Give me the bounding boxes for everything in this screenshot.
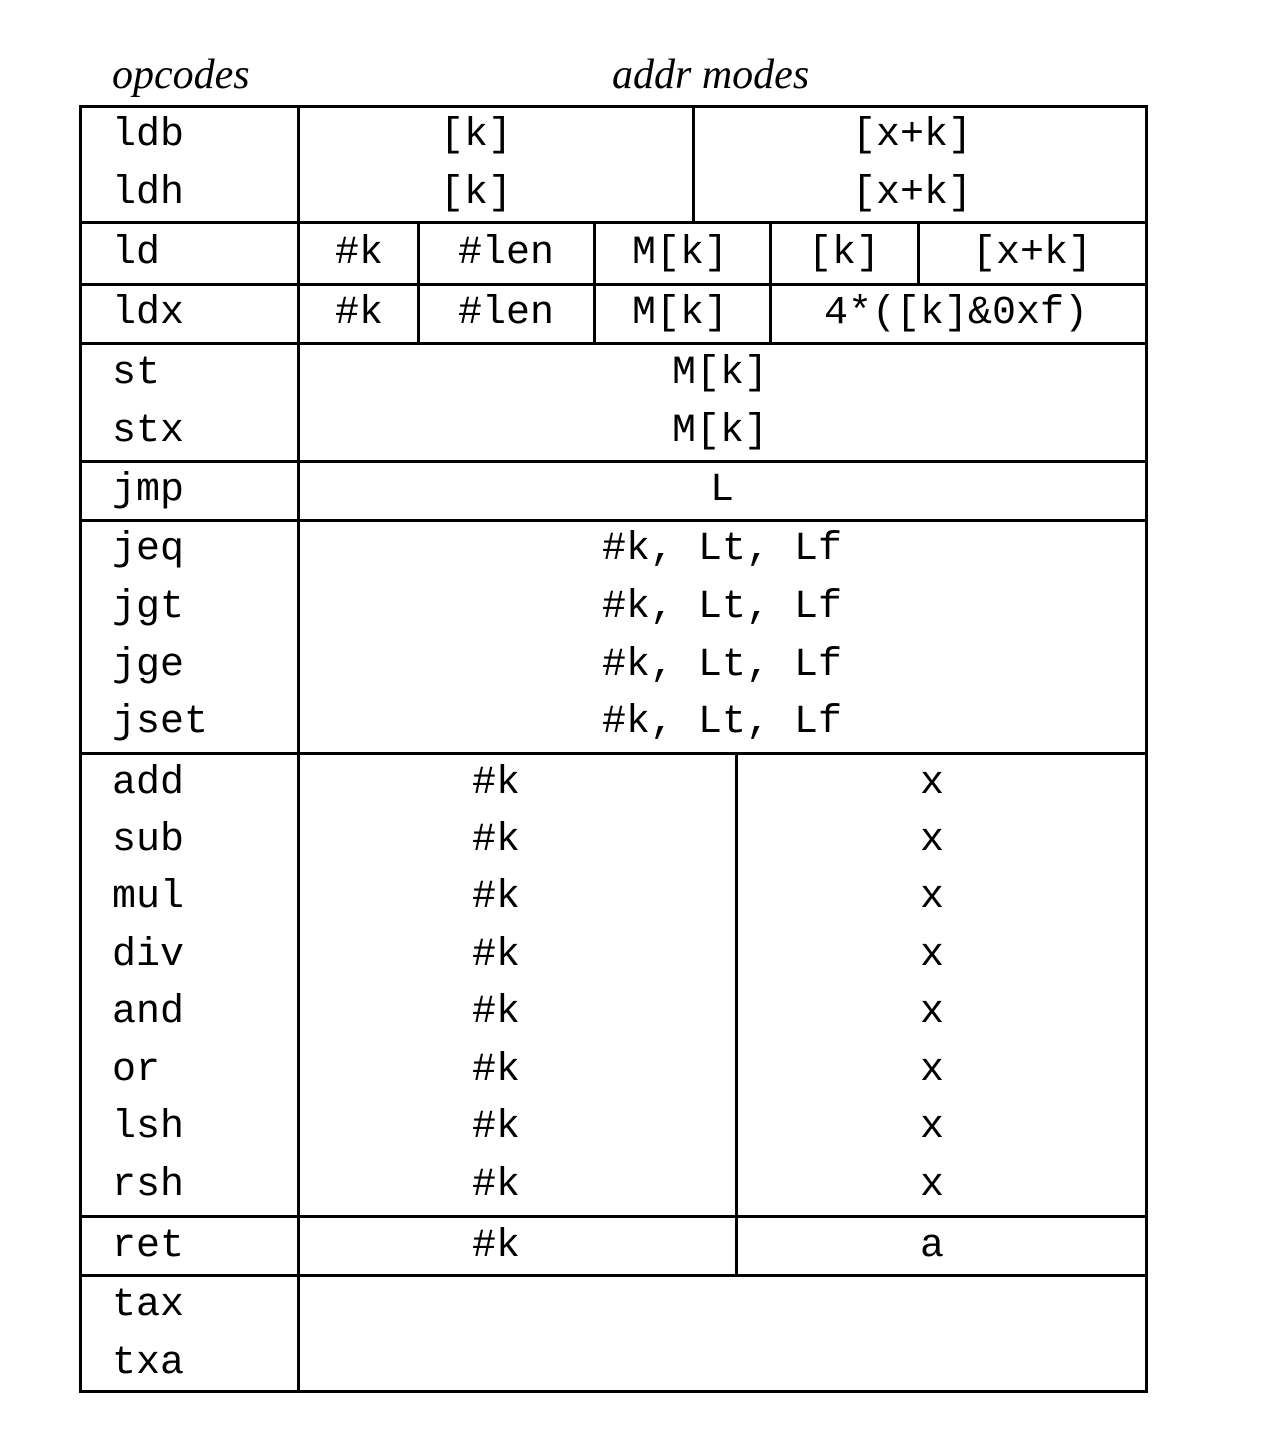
addr-mode: x (919, 933, 945, 978)
opcode: stx (112, 409, 185, 454)
opcode: st (112, 351, 161, 396)
addr-mode: [k] (439, 113, 513, 158)
opcode: jmp (112, 468, 185, 513)
mode-divider (769, 221, 772, 345)
addr-mode: #k (471, 990, 521, 1035)
opcode: txa (112, 1341, 185, 1386)
addr-mode: x (919, 875, 945, 920)
addr-mode: M[k] (671, 409, 769, 454)
addr-mode: x (919, 1105, 945, 1150)
opcode: ldx (112, 291, 185, 336)
addr-mode: [k] (807, 231, 881, 276)
group-divider (80, 1274, 1148, 1277)
addr-mode: #k (471, 875, 521, 920)
mode-divider (593, 221, 596, 345)
opcode: ret (112, 1224, 185, 1269)
group-divider (80, 519, 1148, 522)
opcode: sub (112, 818, 185, 863)
group-divider (80, 752, 1148, 755)
mode-divider (692, 105, 695, 223)
addr-mode: #k (334, 231, 384, 276)
group-divider (80, 221, 1148, 224)
addr-mode: x (919, 761, 945, 806)
group-divider (80, 283, 1148, 286)
opcode: and (112, 990, 185, 1035)
addr-mode: x (919, 818, 945, 863)
opcode-column-divider (297, 105, 300, 1393)
group-divider (80, 342, 1148, 345)
addr-mode: #k, Lt, Lf (601, 643, 843, 688)
mode-divider (735, 752, 738, 1277)
addr-mode: #k, Lt, Lf (601, 585, 843, 630)
addr-mode: M[k] (631, 291, 729, 336)
addr-mode: [k] (439, 171, 513, 216)
addr-mode: #k (471, 933, 521, 978)
addr-mode: [x+k] (851, 171, 973, 216)
addr-mode: #k, Lt, Lf (601, 700, 843, 745)
header-addr-modes: addr modes (612, 52, 810, 98)
table-border (1145, 105, 1148, 1393)
addr-mode: #len (457, 231, 555, 276)
table-border (79, 105, 82, 1393)
opcode: jset (112, 700, 209, 745)
opcode: mul (112, 875, 185, 920)
addr-mode: #k, Lt, Lf (601, 527, 843, 572)
addr-mode: x (919, 990, 945, 1035)
addr-mode: #k (471, 1048, 521, 1093)
opcode: div (112, 933, 185, 978)
opcode: jeq (112, 527, 185, 572)
addr-mode: x (919, 1048, 945, 1093)
mode-divider (417, 221, 420, 345)
opcode: jge (112, 643, 185, 688)
addr-mode: #len (457, 291, 555, 336)
addr-mode: #k (334, 291, 384, 336)
opcode: ldh (112, 171, 185, 216)
addr-mode: M[k] (671, 351, 769, 396)
addr-mode: #k (471, 761, 521, 806)
addr-mode: 4*([k]&0xf) (823, 291, 1089, 336)
addr-mode: [x+k] (971, 231, 1093, 276)
addr-mode: #k (471, 1224, 521, 1269)
opcode: jgt (112, 585, 185, 630)
header-opcodes: opcodes (112, 52, 250, 98)
group-divider (80, 460, 1148, 463)
opcode: add (112, 761, 185, 806)
addr-mode: #k (471, 1163, 521, 1208)
addr-mode: x (919, 1163, 945, 1208)
opcode: or (112, 1048, 161, 1093)
table-border (80, 1390, 1148, 1393)
addr-mode: #k (471, 818, 521, 863)
opcode: ld (112, 231, 161, 276)
addr-mode: [x+k] (851, 113, 973, 158)
addr-mode: M[k] (631, 231, 729, 276)
addr-mode: L (709, 468, 735, 513)
addr-mode: #k (471, 1105, 521, 1150)
group-divider (80, 1215, 1148, 1218)
opcode: tax (112, 1283, 185, 1328)
opcode: ldb (112, 113, 185, 158)
opcode: lsh (112, 1105, 185, 1150)
mode-divider (917, 221, 920, 285)
table-border (80, 105, 1148, 108)
opcode: rsh (112, 1163, 185, 1208)
addr-mode: a (919, 1224, 945, 1269)
